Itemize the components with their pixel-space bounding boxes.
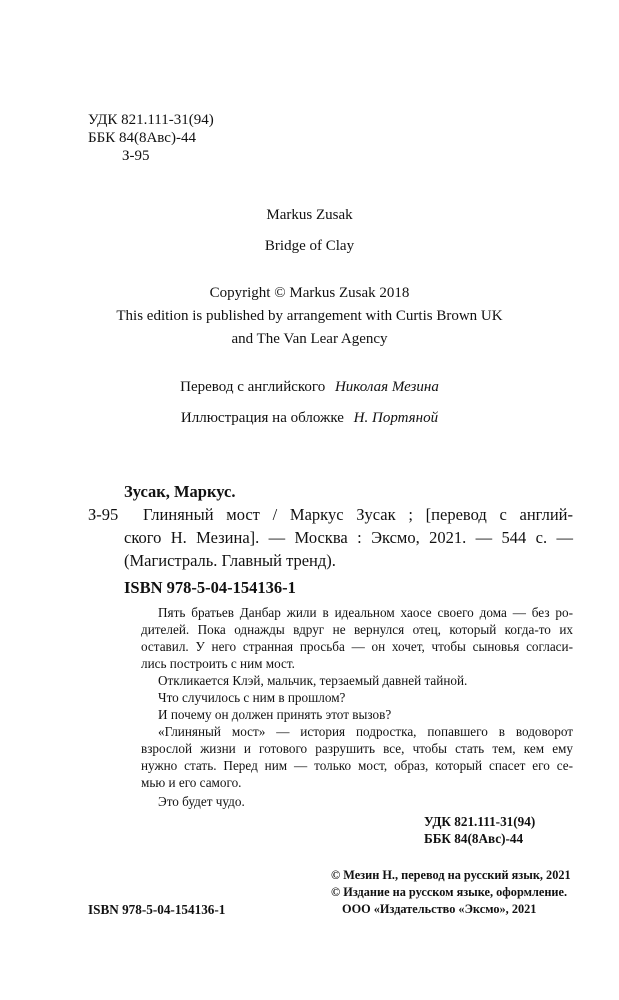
- annotation-line: оставил. У него странная просьба — он хочет, чтобы сыновья согласи-: [141, 639, 573, 654]
- cover-credit: [0, 410, 619, 427]
- catalog-heading: Зусак, Маркус.: [124, 482, 236, 501]
- header-bbk: ББК 84(8Авс)-44: [88, 130, 196, 146]
- copyright-line: Copyright © Markus Zusak 2018: [209, 285, 410, 301]
- annotation-line: дителей. Пока однажды вдруг не вернулся отец, который когда-то их: [141, 622, 573, 637]
- annotation-line: взрослой жизни и готового разрушить все, чтобы стать тем, кем ему: [141, 741, 573, 756]
- annotation-line: Это будет чудо.: [158, 794, 245, 809]
- original-author: Markus Zusak: [266, 207, 353, 223]
- header-udk: УДК 821.111-31(94): [88, 112, 214, 128]
- footer-udk: УДК 821.111-31(94): [424, 814, 536, 829]
- annotation-line: «Глиняный мост» — история подростка, попавшего в водоворот: [158, 724, 573, 739]
- annotation-line: Пять братьев Данбар жили в идеальном хаосе своего дома — без ро-: [158, 605, 573, 620]
- footer-bbk: ББК 84(8Авс)-44: [424, 831, 524, 846]
- cover-label: Иллюстрация на обложке: [180, 410, 344, 426]
- annotation-line: Что случилось с ним в прошлом?: [158, 690, 346, 705]
- rights-line-3: ООО «Издательство «Эксмо», 2021: [342, 902, 537, 916]
- original-title: Bridge of Clay: [264, 238, 355, 254]
- translation-credit: [0, 379, 619, 396]
- edition-line-2: and The Van Lear Agency: [231, 331, 388, 347]
- bottom-isbn: ISBN 978-5-04-154136-1: [88, 902, 226, 917]
- annotation-line: мью и его самого.: [141, 775, 242, 790]
- header-author-mark: З-95: [122, 148, 150, 164]
- annotation-line: лись построить с ним мост.: [141, 656, 295, 671]
- catalog-desc-line-1: Глиняный мост / Маркус Зусак ; [перевод с англий-: [143, 505, 573, 524]
- edition-line-1: This edition is published by arrangement with Curtis Brown UK: [116, 308, 503, 324]
- rights-line-1: © Мезин Н., перевод на русский язык, 2021: [331, 868, 571, 882]
- annotation-line: Откликается Клэй, мальчик, терзаемый давней тайной.: [158, 673, 468, 688]
- illustrator-name: Н. Портяной: [353, 410, 439, 426]
- translation-label: Перевод с английского: [180, 379, 326, 395]
- annotation-line: И почему он должен принять этот вызов?: [158, 707, 392, 722]
- rights-line-2: © Издание на русском языке, оформление.: [331, 885, 568, 899]
- catalog-desc-line-3: (Магистраль. Главный тренд).: [124, 551, 336, 570]
- catalog-mark: З-95: [88, 505, 119, 524]
- catalog-desc-line-2: ского Н. Мезина]. — Москва : Эксмо, 2021. — 544 с. —: [124, 528, 573, 547]
- catalog-isbn: ISBN 978-5-04-154136-1: [124, 578, 296, 597]
- translator-name: Николая Мезина: [334, 379, 439, 395]
- annotation-line: нужно стать. Перед ним — только мост, образ, который спасет его се-: [141, 758, 573, 773]
